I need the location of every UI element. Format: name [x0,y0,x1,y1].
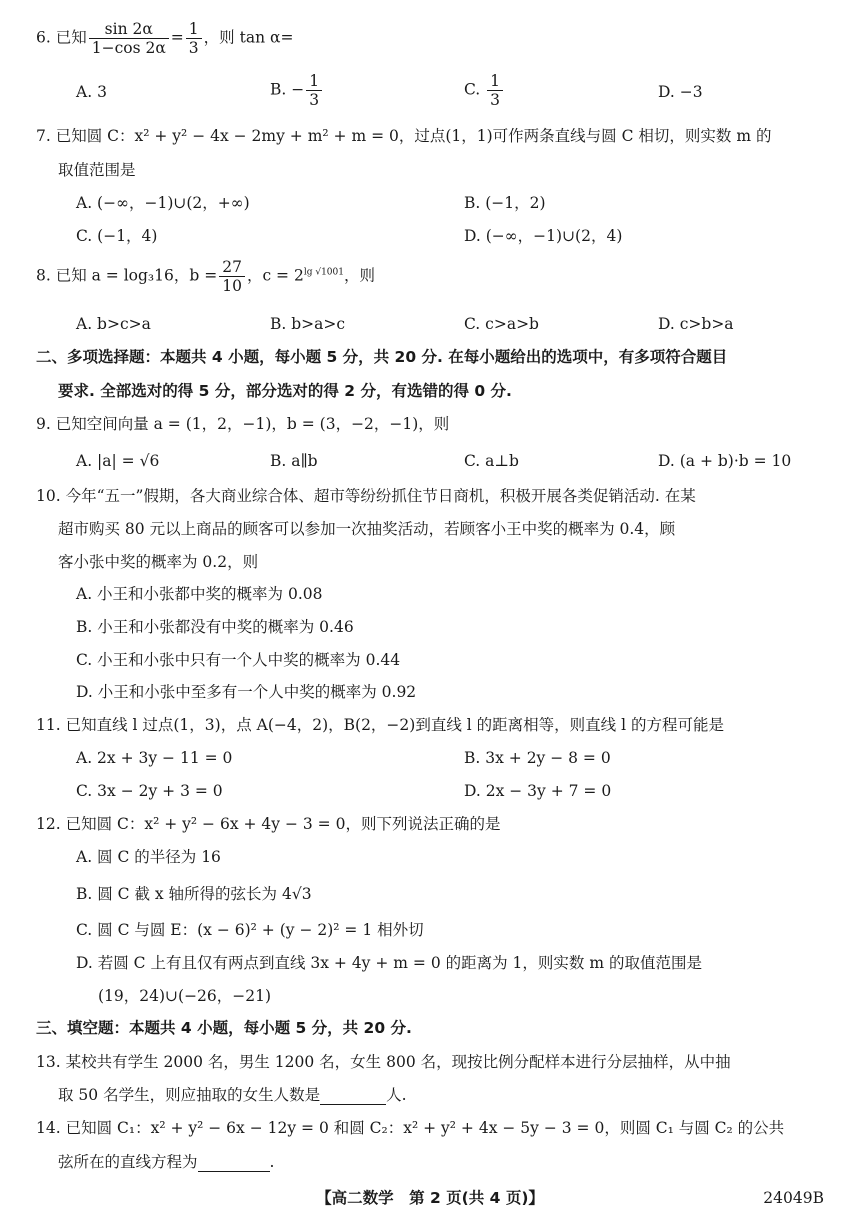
q10-option-b: B. 小王和小张都没有中奖的概率为 0.46 [76,618,354,636]
q6-rhs-den: 3 [188,39,199,57]
q7-stem-line1: 7. 已知圆 C：x² + y² − 4x − 2my + m² + m = 0，过点(1，1)可作两条直线与圆 C 相切，则实数 m 的 [36,127,772,145]
q8-option-a: A. b>c>a [76,315,151,333]
q6-frac-den: 1−cos 2α [91,39,166,57]
q13-stem-line2: 取 50 名学生，则应抽取的女生人数是 人. [58,1086,407,1104]
q6-option-c: C. $\frac{1}{3}$ [464,72,505,109]
q14-answer-blank[interactable] [198,1155,270,1172]
q11-option-d: D. 2x − 3y + 7 = 0 [464,782,612,800]
q12-option-c: C. 圆 C 与圆 E：(x − 6)² + (y − 2)² = 1 相外切 [76,921,424,939]
q12-option-d: D. 若圆 C 上有且仅有两点到直线 3x + 4y + m = 0 的距离为 1，则实数 m 的取值范围是 [76,954,702,972]
q9-option-d: D. (a + b)·b = 10 [658,452,792,470]
q6-frac-num: sin 2α [89,20,169,39]
q7-option-d: D. (−∞，−1)∪(2，4) [464,227,623,245]
q11-option-b: B. 3x + 2y − 8 = 0 [464,749,611,767]
q6-eq: = [170,28,184,47]
section2-heading-line2: 要求. 全部选对的得 5 分，部分选对的得 2 分，有选错的得 0 分. [58,382,512,400]
footer-exam-code: 24049B [763,1189,824,1207]
q8-b-fraction: $\frac{27}{10}$ [219,258,245,295]
q13-stem-line1: 13. 某校共有学生 2000 名，男生 1200 名，女生 800 名，现按比例分配样本进行分层抽样，从中抽 [36,1053,731,1071]
q9-option-c: C. a⊥b [464,452,519,470]
q11-stem: 11. 已知直线 l 过点(1，3)，点 A(−4，2)，B(2，−2)到直线 l 的距离相等，则直线 l 的方程可能是 [36,716,724,734]
q10-option-d: D. 小王和小张中至多有一个人中奖的概率为 0.92 [76,683,417,701]
q9-stem: 9. 已知空间向量 a = (1，2，−1)，b = (3，−2，−1)，则 [36,415,450,433]
section3-heading: 三、填空题：本题共 4 小题，每小题 5 分，共 20 分. [36,1019,412,1037]
q7-option-c: C. (−1，4) [76,227,158,245]
q11-option-a: A. 2x + 3y − 11 = 0 [76,749,233,767]
q7-option-a: A. (−∞，−1)∪(2，+∞) [76,194,250,212]
q10-stem-line3: 客小张中奖的概率为 0.2，则 [58,553,259,571]
q6-stem [36,20,293,57]
q6-option-b: B. − $\frac{1}{3}$ [270,72,324,109]
q7-option-b: B. (−1，2) [464,194,546,212]
q14-stem-line1: 14. 已知圆 C₁：x² + y² − 6x − 12y = 0 和圆 C₂：x² + y² + 4x − 5y − 3 = 0，则圆 C₁ 与圆 C₂ 的公共 [36,1119,785,1137]
q8-option-d: D. c>b>a [658,315,734,333]
q7-stem-line2: 取值范围是 [58,161,136,179]
q11-option-c: C. 3x − 2y + 3 = 0 [76,782,223,800]
q13-answer-blank[interactable] [320,1088,386,1105]
q12-option-b: B. 圆 C 截 x 轴所得的弦长为 4√3 [76,885,312,903]
footer-page-info: 【高二数学 第 2 页(共 4 页)】 [316,1189,544,1207]
q6-rhs-num: 1 [186,20,202,39]
q6-option-d: D. −3 [658,83,703,101]
q6-fraction [89,20,169,57]
q8-c-exponent: lg √1001 [303,267,344,278]
q9-option-a: A. |a| = √6 [76,452,160,470]
q10-stem-line1: 10. 今年“五一”假期，各大商业综合体、超市等纷纷抓住节日商机，积极开展各类促销活动. 在某 [36,487,696,505]
q6-option-a: A. 3 [76,83,107,101]
q10-option-c: C. 小王和小张中只有一个人中奖的概率为 0.44 [76,651,401,669]
section2-heading-line1: 二、多项选择题：本题共 4 小题，每小题 5 分，共 20 分. 在每小题给出的选项中，有多项符合题目 [36,348,728,366]
q10-option-a: A. 小王和小张都中奖的概率为 0.08 [76,585,323,603]
page-footer [0,1186,860,1210]
q6-prefix: 6. 已知 [36,28,87,47]
q14-stem-line2: 弦所在的直线方程为 . [58,1153,275,1171]
q12-option-a: A. 圆 C 的半径为 16 [76,848,221,866]
q6-rhs-fraction [186,20,202,57]
q8-stem: 8. 已知 a = log₃16，b = $\frac{27}{10}$ ，$c = 2^{lg √1001}$，则 [36,258,375,295]
q12-option-d-cont: (19，24)∪(−26，−21) [98,987,272,1005]
q10-stem-line2: 超市购买 80 元以上商品的顾客可以参加一次抽奖活动，若顾客小王中奖的概率为 0.4，顾 [58,520,676,538]
q12-stem: 12. 已知圆 C：x² + y² − 6x + 4y − 3 = 0，则下列说法正确的是 [36,815,501,833]
q9-option-b: B. a∥b [270,452,318,470]
q8-option-c: C. c>a>b [464,315,539,333]
q6-suffix: ，则 tan α= [203,28,294,47]
q8-option-b: B. b>a>c [270,315,346,333]
